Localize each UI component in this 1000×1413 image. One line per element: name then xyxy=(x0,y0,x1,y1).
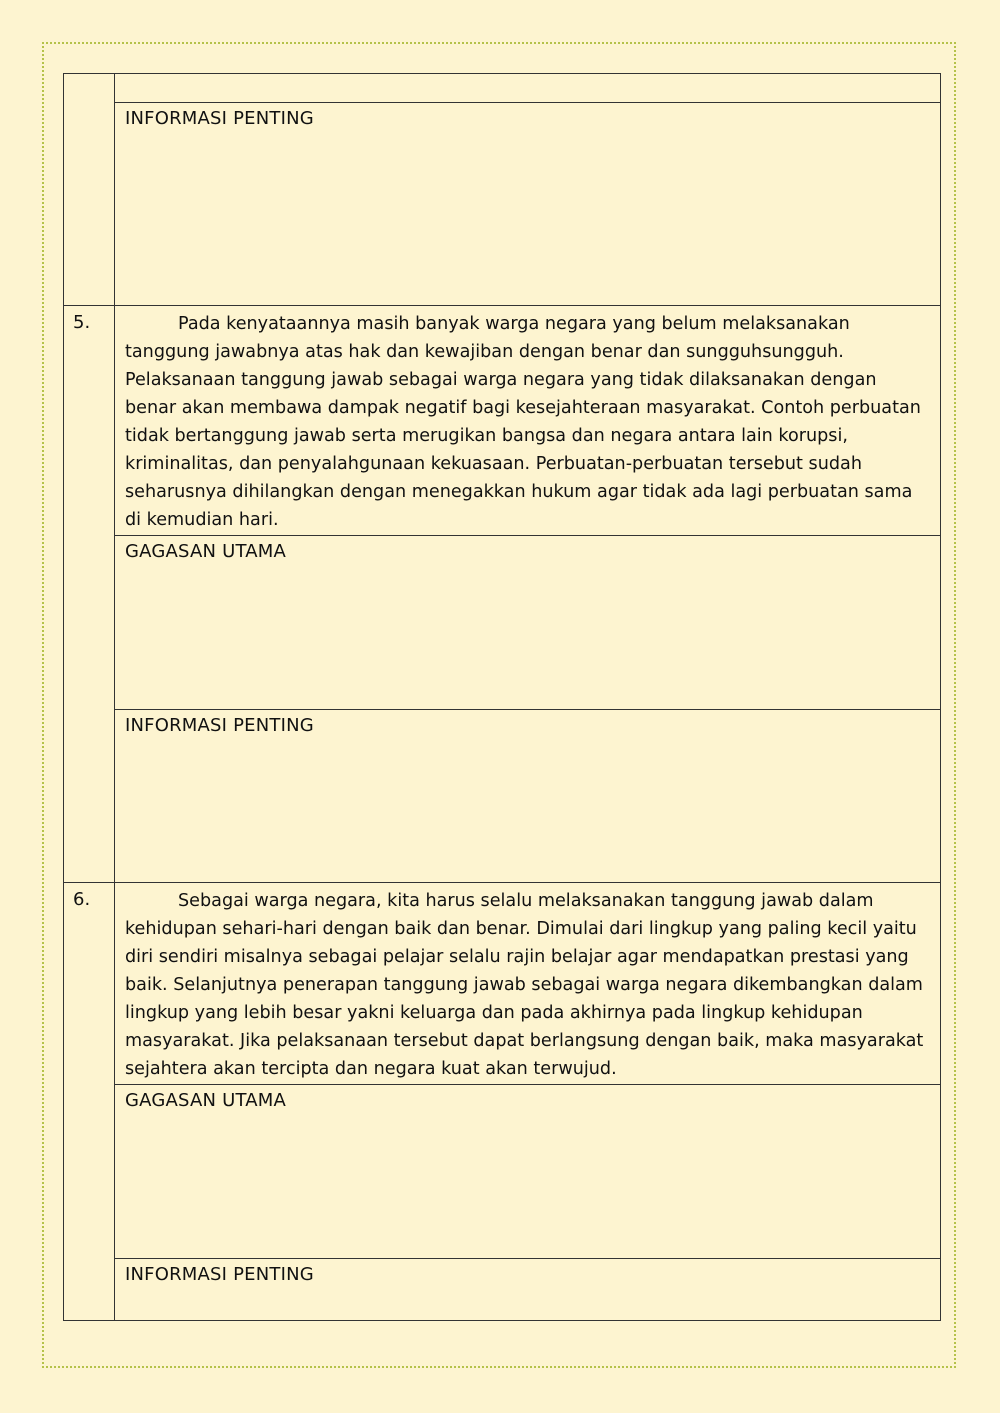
gagasan-cell[interactable] xyxy=(115,536,941,710)
table-row xyxy=(64,1085,941,1259)
answer-cell-empty[interactable] xyxy=(115,74,941,103)
item-number-5: 5. xyxy=(64,306,115,883)
passage-cell xyxy=(115,306,941,536)
passage-text: Pada kenyataannya masih banyak warga negara yang belum melaksanakan tanggung jawabnya atas hak dan kewajiban dengan benar dan sungguhsungguh. Pelaksanaan tanggung jawab sebagai warga negara yang tidak dilaksanakan dengan benar akan membawa dampak negatif bagi kesejahteraan masyarakat. Contoh perbuatan tidak bertanggung jawab serta merugikan bangsa dan negara antara lain korupsi, kriminalitas, dan penyalahgunaan kekuasaan. Perbuatan-perbuatan tersebut sudah seharusnya dihilangkan dengan menegakkan hukum agar tidak ada lagi perbuatan sama di kemudian hari. xyxy=(125,314,921,530)
informasi-penting-label: INFORMASI PENTING xyxy=(125,108,314,129)
gagasan-utama-label: GAGASAN UTAMA xyxy=(125,1090,286,1111)
table-row xyxy=(64,536,941,710)
passage-text: Sebagai warga negara, kita harus selalu melaksanakan tanggung jawab dalam kehidupan sehari-hari dengan baik dan benar. Dimulai dari lingkup yang paling kecil yaitu diri sendiri misalnya sebagai pelajar selalu rajin belajar agar mendapatkan prestasi yang baik. Selanjutnya penerapan tanggung jawab sebagai warga negara dikembangkan dalam lingkup yang lebih besar yakni keluarga dan pada akhirnya pada lingkup kehidupan masyarakat. Jika pelaksanaan tersebut dapat berlangsung dengan baik, maka masyarakat sejahtera akan tercipta dan negara kuat akan terwujud. xyxy=(125,891,924,1079)
informasi-penting-label: INFORMASI PENTING xyxy=(125,715,314,736)
table-row xyxy=(64,710,941,883)
passage-cell xyxy=(115,883,941,1085)
table-row xyxy=(64,103,941,306)
item-number-6: 6. xyxy=(64,883,115,1321)
table-row xyxy=(64,1259,941,1321)
info-cell[interactable] xyxy=(115,710,941,883)
gagasan-cell[interactable] xyxy=(115,1085,941,1259)
informasi-penting-label: INFORMASI PENTING xyxy=(125,1264,314,1285)
table-row xyxy=(64,883,941,1085)
info-cell[interactable] xyxy=(115,103,941,306)
gagasan-utama-label: GAGASAN UTAMA xyxy=(125,541,286,562)
table-row xyxy=(64,306,941,536)
number-cell-empty xyxy=(64,74,115,306)
table-row xyxy=(64,74,941,103)
worksheet-table xyxy=(63,73,941,1321)
info-cell[interactable] xyxy=(115,1259,941,1321)
